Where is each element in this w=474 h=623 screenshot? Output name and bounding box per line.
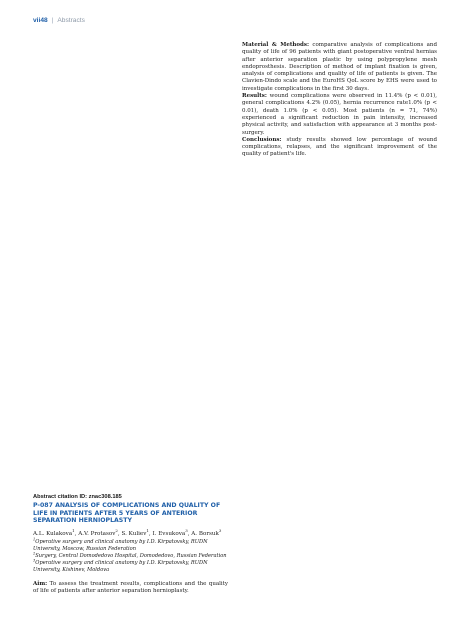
results-paragraph [242, 93, 437, 137]
section-name: Abstracts [57, 17, 85, 24]
author-affiliation-mark: 3 [218, 527, 222, 533]
conclusions-text: study results showed low percentage of wound complications, relapses, and the significant improvement of the quality of patient's life. [242, 136, 437, 158]
affiliation-mark: 3 [33, 558, 36, 563]
methods-label: Material & Methods: [242, 42, 310, 48]
conclusions-paragraph [242, 137, 437, 159]
aim-text: To assess the treatment results, complications and the quality of life of patients after anterior separation hernioplasty. [33, 580, 228, 594]
right-column [242, 42, 437, 159]
affiliation-text: Surgery, Central Domodedovo Hospital, Domodedovo, Russian Federation [35, 552, 227, 559]
aim-paragraph [33, 581, 228, 596]
author: A.V. Protasov [78, 530, 116, 537]
author-list: A.L. Kulakova$^1$, A.V. Protasov$^2$, S. Kuliev$^1$, I. Evsukova$^3$, A. Borsuk$^3$ [33, 527, 222, 537]
author: I. Evsukova [152, 530, 186, 537]
aim-label: Aim: [33, 580, 48, 587]
page-number: vii48 [33, 17, 48, 24]
methods-text: comparative analysis of complications and quality of life of 96 patients with giant postoperative ventral hernias after anterior separation plastic by using polypropylene mesh endoprosthesis. Description of method of implant fixation is given, analysis of complications and quality of life of patients is given. The Clavien-Dindo scale and the EuroHS QoL score by EHS were used to investigate complications in the first 30 days. [242, 42, 437, 92]
author-affiliation-mark: 1 [146, 527, 149, 533]
results-text: wound complications were observed in 11.4% (p < 0.01), general complications 4.2% (0.05), hernia recurrence rate1.0% (p < 0.01), death 1.0% (p < 0.05). Most patients (n = 71, 74%) experienced a significant reduction in pain intensity, increased physical activity, and satisfaction with appearance at 3 months post-surgery. [242, 93, 437, 136]
affiliation [33, 551, 228, 563]
author: A. Borsuk [191, 530, 219, 537]
author-affiliation-mark: 2 [115, 527, 118, 533]
abstract-title: P-087 ANALYSIS OF COMPLICATIONS AND QUALITY OF LIFE IN PATIENTS AFTER 5 YEARS OF ANTERIOR SEPARATION HERNIOPLASTY [33, 502, 221, 525]
methods-paragraph [242, 42, 437, 93]
author: S. Kuliev [121, 530, 147, 537]
citation-id: Abstract citation ID: znac308.185 [33, 494, 122, 500]
affiliation [33, 560, 228, 574]
affiliation-mark: 2 [33, 551, 36, 556]
running-head [33, 16, 85, 25]
affiliation-text: Operative surgery and clinical anatomy by I.D. Kirpatovsky, RUDN University, Kishinev, Moldova [33, 559, 208, 573]
author: A.L. Kulakova [33, 530, 73, 537]
conclusions-label: Conclusions: [242, 136, 282, 143]
results-label: Results: [242, 93, 267, 100]
affiliation-text: Operative surgery and clinical anatomy by I.D. Kirpatovsky, RUDN University, Moscow, Russian Federation [33, 539, 208, 552]
author-affiliation-mark: 1 [72, 527, 75, 533]
left-column [33, 493, 228, 595]
affiliation-mark: 1 [33, 537, 36, 542]
author-affiliation-mark: 3 [185, 527, 188, 533]
header-separator: | [51, 17, 54, 24]
